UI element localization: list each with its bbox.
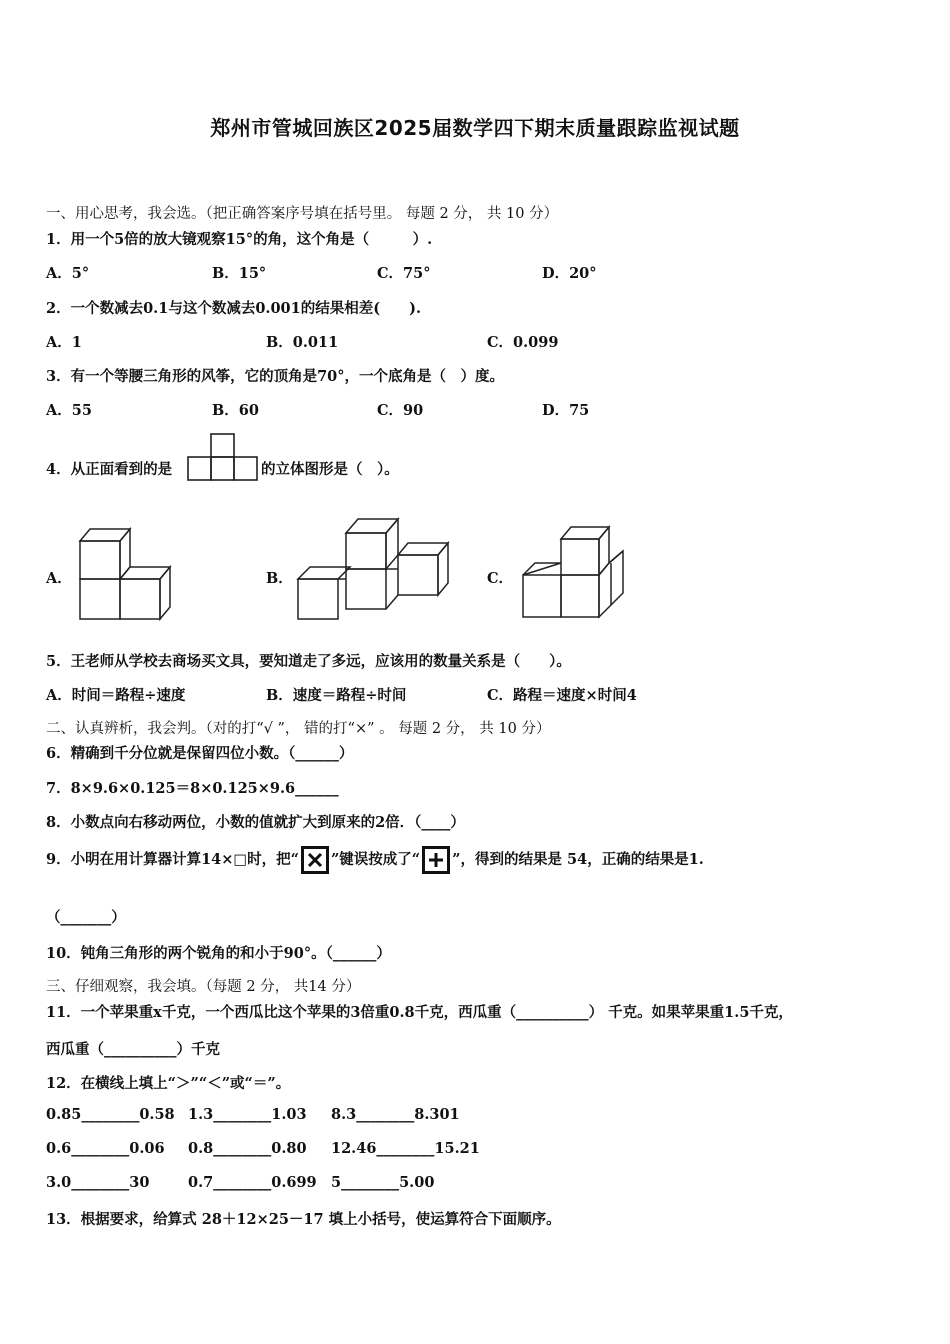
question-9 — [46, 846, 704, 874]
multiply-key-icon — [301, 846, 329, 874]
q12-item: 12.46________15.21 — [331, 1140, 480, 1157]
q4-option-c: C． — [487, 570, 514, 587]
q3-option-a: A．55 — [46, 402, 92, 419]
cube-figure-a — [74, 525, 178, 623]
plus-key-icon — [422, 846, 450, 874]
section-2-heading: 二、认真辨析，我会判。（对的打“√ ”， 错的打“×” 。 每题 2 分， 共 10 分） — [46, 721, 551, 737]
question-4-suffix: 的立体图形是（ ）。 — [261, 461, 399, 478]
q5-option-b: B．速度＝路程÷时间 — [266, 687, 407, 704]
q1-option-a: A．5° — [46, 265, 90, 282]
q12-item: 0.85________0.58 — [46, 1106, 175, 1123]
q1-option-c: C．75° — [377, 265, 431, 282]
q3-option-c: C．90 — [377, 402, 424, 419]
q12-item: 0.8________0.80 — [188, 1140, 307, 1157]
question-11-line2: 西瓜重（__________）千克 — [46, 1041, 220, 1058]
question-1: 1．用一个5倍的放大镜观察15°的角，这个角是（ ）. — [46, 231, 433, 248]
q2-option-c: C．0.099 — [487, 334, 559, 351]
q3-option-b: B．60 — [212, 402, 259, 419]
q1-option-b: B．15° — [212, 265, 267, 282]
section-3-heading: 三、仔细观察，我会填。（每题 2 分， 共14 分） — [46, 979, 361, 995]
q5-option-c: C．路程＝速度×时间4 — [487, 687, 637, 704]
page-title: 郑州市管城回族区2025届数学四下期末质量跟踪监视试题 — [210, 116, 740, 140]
question-7: 7．8×9.6×0.125＝8×0.125×9.6______ — [46, 780, 339, 797]
question-9-part2: ”键误按成了“ — [330, 851, 421, 868]
cube-figure-c — [519, 525, 629, 623]
q12-item: 3.0________30 — [46, 1174, 150, 1191]
question-3: 3．有一个等腰三角形的风筝，它的顶角是70°，一个底角是（ ）度。 — [46, 368, 505, 385]
q12-item: 0.7________0.699 — [188, 1174, 317, 1191]
question-13: 13．根据要求，给算式 28＋12×25－17 填上小括号，使运算符合下面顺序。 — [46, 1211, 561, 1228]
question-4-prefix: 4．从正面看到的是 — [46, 461, 173, 478]
q1-option-d: D．20° — [542, 265, 597, 282]
q2-option-b: B．0.011 — [266, 334, 339, 351]
question-10: 10．钝角三角形的两个锐角的和小于90°。（______） — [46, 945, 391, 962]
question-6: 6．精确到千分位就是保留四位小数。（______） — [46, 745, 354, 762]
section-1-heading: 一、用心思考，我会选。（把正确答案序号填在括号里。 每题 2 分， 共 10 分） — [46, 206, 559, 222]
question-12: 12．在横线上填上“＞”“＜”或“＝”。 — [46, 1075, 291, 1092]
q3-option-d: D．75 — [542, 402, 590, 419]
q12-item: 0.6________0.06 — [46, 1140, 165, 1157]
q4-option-b: B． — [266, 570, 293, 587]
question-9-part3: ”，得到的结果是 54，正确的结果是1. — [452, 851, 704, 868]
cube-figure-b — [294, 515, 454, 623]
front-view-figure — [187, 432, 259, 482]
q5-option-a: A．时间＝路程÷速度 — [46, 687, 186, 704]
q12-item: 1.3________1.03 — [188, 1106, 307, 1123]
question-9-blank: （_______） — [46, 909, 126, 926]
q12-item: 5________5.00 — [331, 1174, 435, 1191]
q2-option-a: A．1 — [46, 334, 82, 351]
question-11-line1: 11．一个苹果重x千克，一个西瓜比这个苹果的3倍重0.8千克，西瓜重（__________） 千克。如果苹果重1.5千克， — [46, 1004, 793, 1021]
q12-item: 8.3________8.301 — [331, 1106, 460, 1123]
q4-option-a: A． — [46, 570, 72, 587]
question-5: 5．王老师从学校去商场买文具，要知道走了多远，应该用的数量关系是（ ）。 — [46, 653, 571, 670]
question-8: 8．小数点向右移动两位，小数的值就扩大到原来的2倍．（____） — [46, 814, 465, 831]
question-9-part1: 9．小明在用计算器计算14×□时，把“ — [46, 851, 299, 868]
question-2: 2．一个数减去0.1与这个数减去0.001的结果相差( ). — [46, 300, 421, 317]
